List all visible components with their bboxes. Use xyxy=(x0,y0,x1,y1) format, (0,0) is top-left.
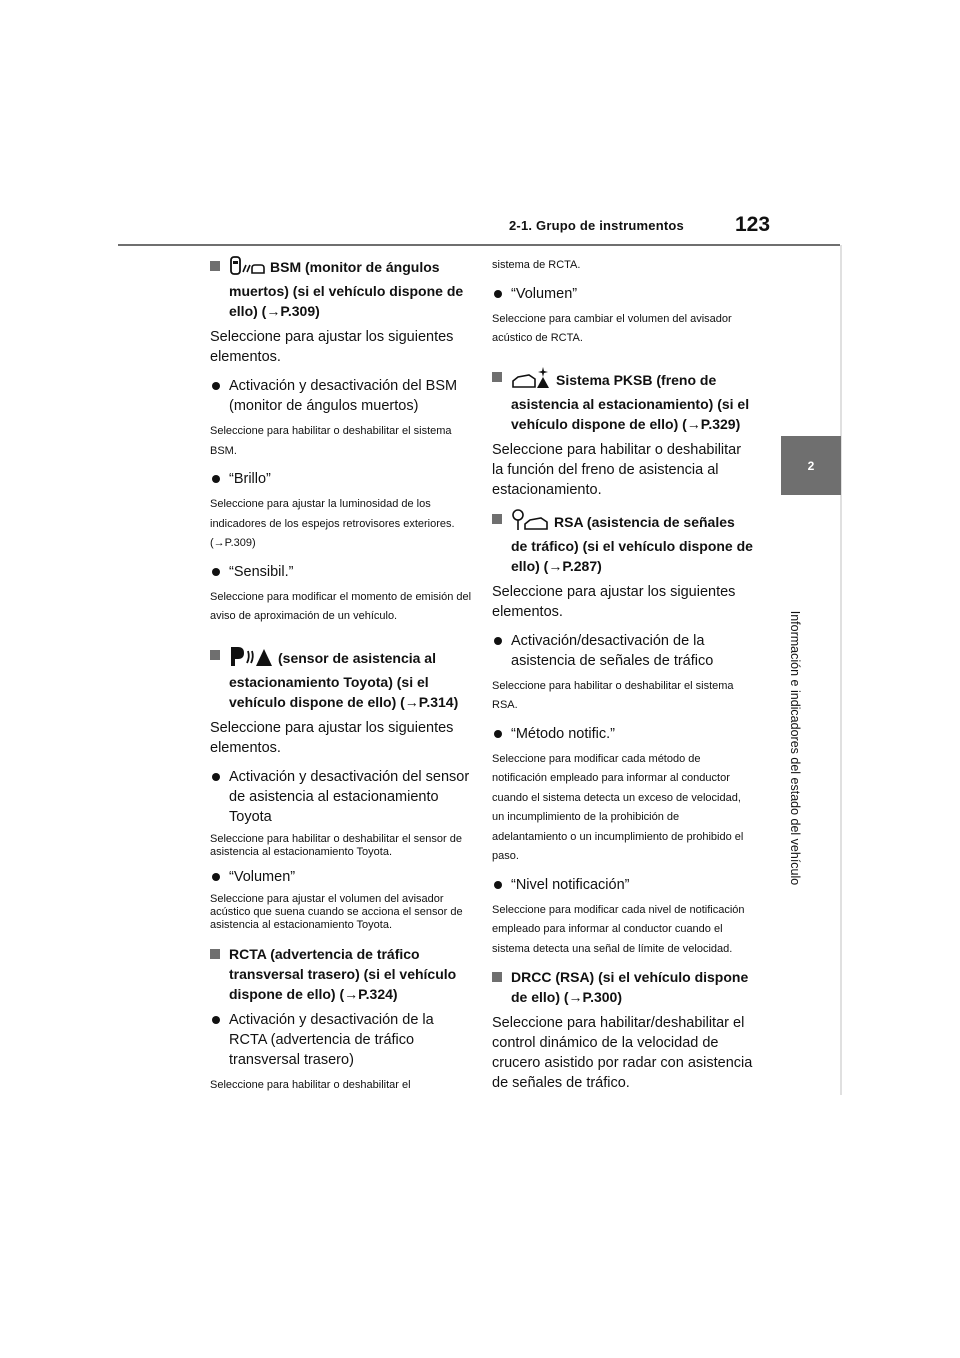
rcta-heading-text: RCTA (advertencia de tráfico transversal trasero) (si el vehículo dispone de ello) (→P.324) xyxy=(229,945,457,1002)
bullet-icon xyxy=(212,1016,220,1024)
bullet-icon xyxy=(494,290,502,298)
rcta-item-volume: “Volumen” xyxy=(492,284,754,304)
bsm-item-sensitivity: “Sensibil.” xyxy=(210,562,472,582)
drcc-text: Seleccione para habilitar/deshabilitar el control dinámico de la velocidad de crucero asistido por radar con asistencia de señales de tráfico. xyxy=(492,1015,753,1091)
tpa-item-volume: “Volumen” xyxy=(210,867,472,887)
drcc-heading-text: DRCC (RSA) (si el vehículo dispone de ello) (→P.300) xyxy=(511,969,749,1005)
tpa-item-toggle-note: Seleccione para habilitar o deshabilitar el sensor de asistencia al estacionamiento Toyota. xyxy=(210,832,462,858)
pksb-heading-text: Sistema PKSB (freno de asistencia al estacionamiento) (si el vehículo dispone de ello) (→P.329) xyxy=(511,371,750,432)
square-bullet-icon xyxy=(210,261,220,271)
square-bullet-icon xyxy=(210,949,220,959)
rcta-heading xyxy=(210,944,472,1004)
tpa-heading-text: (sensor de asistencia al estacionamiento Toyota) (si el vehículo dispone de ello) (→P.314) xyxy=(229,649,459,710)
rcta-item-toggle-note: Seleccione para habilitar o deshabilitar el xyxy=(210,1078,411,1091)
left-column xyxy=(210,256,472,1103)
rsa-item-method-note: Seleccione para modificar cada método de notificación empleado para informar al conductor cuando el sistema detecta un exceso de velocidad, un incumplimiento de la prohibición de adelantamiento o un incumplimiento de prohibido el paso. xyxy=(492,752,744,862)
bsm-text: Seleccione para ajustar los siguientes elementos. xyxy=(210,329,454,365)
drcc-heading xyxy=(492,967,754,1007)
rcta-note-continued: sistema de RCTA. xyxy=(492,259,581,271)
square-bullet-icon xyxy=(210,650,220,660)
rsa-item-level: “Nivel notificación” xyxy=(492,875,754,895)
bullet-icon xyxy=(212,568,220,576)
tpa-heading xyxy=(210,645,472,712)
square-bullet-icon xyxy=(492,514,502,524)
bullet-icon xyxy=(494,637,502,645)
right-column xyxy=(492,256,754,1102)
bsm-car-icon xyxy=(229,256,265,281)
bullet-icon xyxy=(212,873,220,881)
chapter-tab[interactable] xyxy=(781,436,841,495)
chapter-number: 2 xyxy=(807,458,815,473)
chapter-title: Información e indicadores del estado del vehículo xyxy=(788,610,802,886)
bullet-icon xyxy=(494,730,502,738)
bullet-icon xyxy=(212,773,220,781)
bsm-item-sensitivity-note: Seleccione para modificar el momento de emisión del aviso de aproximación de un vehículo. xyxy=(210,590,472,622)
rcta-item-toggle: Activación y desactivación de la RCTA (advertencia de tráfico transversal trasero) xyxy=(210,1010,472,1070)
rsa-item-method: “Método notific.” xyxy=(492,724,754,744)
square-bullet-icon xyxy=(492,372,502,382)
tpa-item-volume-note: Seleccione para ajustar el volumen del avisador acústico que suena cuando se acciona el sensor de asistencia al estacionamiento Toyota. xyxy=(210,892,463,931)
bsm-item-toggle-note: Seleccione para habilitar o deshabilitar el sistema BSM. xyxy=(210,425,452,457)
bsm-heading xyxy=(210,256,472,321)
rsa-heading xyxy=(492,509,754,576)
header-divider xyxy=(118,244,840,246)
square-bullet-icon xyxy=(492,972,502,982)
side-rail xyxy=(840,245,842,1095)
rsa-traffic-sign-icon xyxy=(511,509,549,536)
section-title: 2-1. Grupo de instrumentos xyxy=(509,218,684,233)
rsa-heading-text: RSA (asistencia de señales de tráfico) (si el vehículo dispone de ello) (→P.287) xyxy=(511,513,753,574)
pksb-text: Seleccione para habilitar o deshabilitar la función del freno de asistencia al estacionamiento. xyxy=(492,441,742,498)
bsm-item-brightness: “Brillo” xyxy=(210,469,472,489)
bsm-item-brightness-note: Seleccione para ajustar la luminosidad de los indicadores de los espejos retrovisores exteriores. (→P.309) xyxy=(210,498,455,549)
tpa-text: Seleccione para ajustar los siguientes elementos. xyxy=(210,719,454,756)
rsa-item-toggle-note: Seleccione para habilitar o deshabilitar el sistema RSA. xyxy=(492,679,734,711)
parking-sensor-icon xyxy=(229,645,273,672)
bullet-icon xyxy=(212,382,220,390)
bullet-icon xyxy=(494,881,502,889)
rsa-item-toggle: Activación/desactivación de la asistencia de señales de tráfico xyxy=(492,631,754,671)
bullet-icon xyxy=(212,475,220,483)
rsa-item-level-note: Seleccione para modificar cada nivel de notificación empleado para informar al conductor cuando el sistema detecta una señal de límite de velocidad. xyxy=(492,903,745,955)
pksb-heading xyxy=(492,367,754,434)
rcta-item-volume-note: Seleccione para cambiar el volumen del avisador acústico de RCTA. xyxy=(492,312,732,344)
pksb-car-warning-icon xyxy=(511,367,551,394)
rsa-text: Seleccione para ajustar los siguientes elementos. xyxy=(492,583,736,620)
tpa-item-toggle: Activación y desactivación del sensor de asistencia al estacionamiento Toyota xyxy=(210,767,472,827)
page-number: 123 xyxy=(735,213,771,236)
bsm-heading-text: BSM (monitor de ángulos muertos) (si el vehículo dispone de ello) (→P.309) xyxy=(229,259,464,319)
bsm-item-toggle: Activación y desactivación del BSM (monitor de ángulos muertos) xyxy=(210,376,472,416)
